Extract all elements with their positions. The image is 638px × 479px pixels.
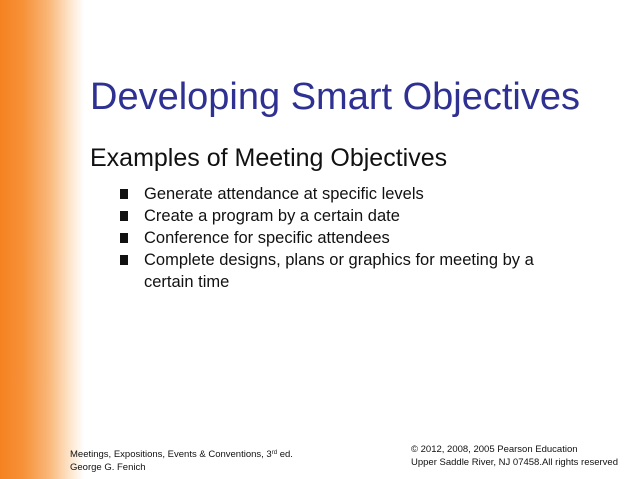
bullet-text: Generate attendance at specific levels [144,185,424,203]
bullet-item [120,205,580,227]
bullet-item [120,249,580,293]
footer-copyright-line: © 2012, 2008, 2005 Pearson Education [411,444,578,455]
slide-title: Developing Smart Objectives [90,76,580,118]
slide-subtitle: Examples of Meeting Objectives [90,144,448,172]
bullet-item [120,227,580,249]
square-bullet-icon [120,255,128,265]
orange-gradient-band [0,0,84,479]
footer-edition-suffix: ed. [277,449,293,460]
square-bullet-icon [120,211,128,221]
footer-book-title-text: Meetings, Expositions, Events & Conventions, 3 [70,449,272,460]
bullet-list [120,183,580,293]
footer-author: George G. Fenich [70,462,146,473]
square-bullet-icon [120,233,128,243]
bullet-text: Conference for specific attendees [144,229,390,247]
footer-copyright [411,443,618,469]
footer-book-title [70,448,293,461]
bullet-text: Create a program by a certain date [144,207,400,225]
bullet-item [120,183,580,205]
footer-book-credit [70,448,293,474]
footer-edition-superscript: rd [271,450,278,456]
bullet-text: Complete designs, plans or graphics for meeting by a certain time [144,251,534,291]
footer-rights-line: Upper Saddle River, NJ 07458.All rights reserved [411,457,618,468]
square-bullet-icon [120,189,128,199]
